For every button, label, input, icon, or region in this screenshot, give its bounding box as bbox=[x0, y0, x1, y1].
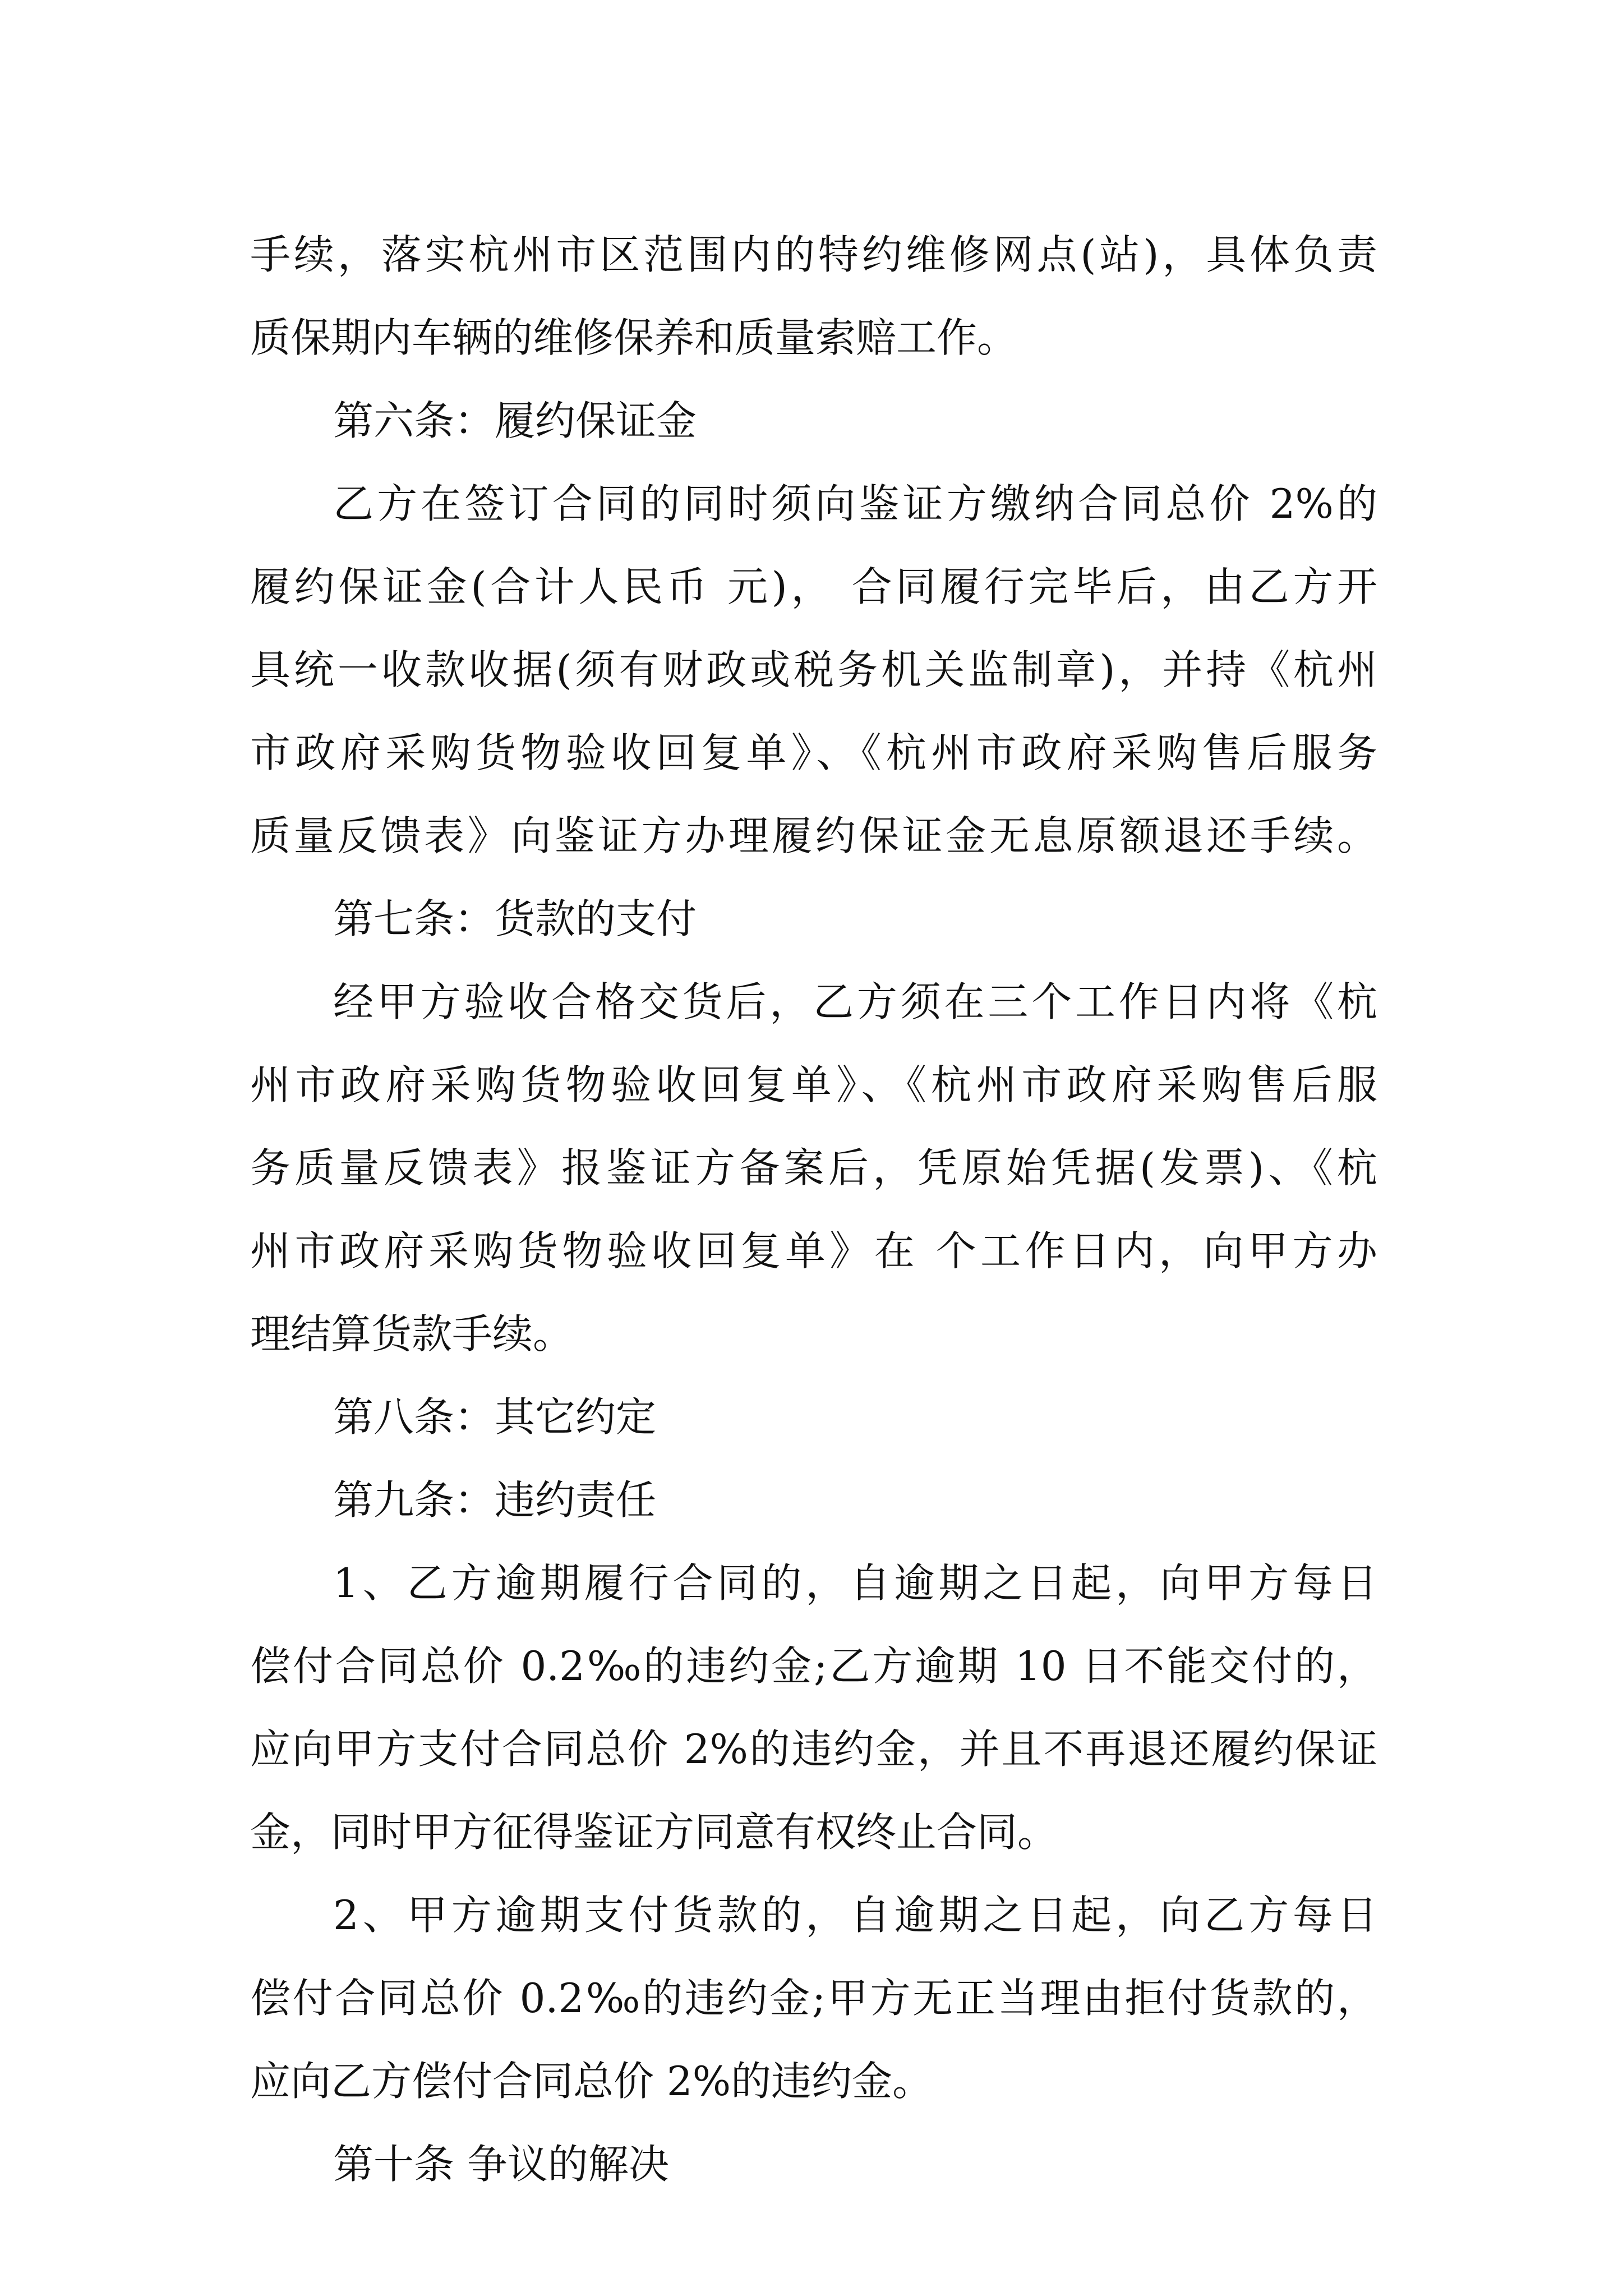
text-line: 州市政府采购货物验收回复单》在 个工作日内，向甲方办 bbox=[250, 1227, 1377, 1274]
text-line: 务质量反馈表》报鉴证方备案后，凭原始凭据(发票)、《杭 bbox=[250, 1144, 1377, 1191]
section-heading: 第九条：违约责任 bbox=[333, 1476, 657, 1524]
text-line: 具统一收款收据(须有财政或税务机关监制章)，并持《杭州 bbox=[250, 646, 1377, 693]
section-heading: 第十条 争议的解决 bbox=[333, 2141, 669, 2188]
section-heading: 第七条：货款的支付 bbox=[333, 895, 697, 942]
text-line: 偿付合同总价 0.2‰的违约金;乙方逾期 10 日不能交付的， bbox=[250, 1642, 1377, 1690]
text-line: 质保期内车辆的维修保养和质量索赔工作。 bbox=[250, 314, 1018, 361]
text-line: 应向甲方支付合同总价 2%的违约金，并且不再退还履约保证 bbox=[250, 1726, 1377, 1773]
text-line: 乙方在签订合同的同时须向鉴证方缴纳合同总价 2%的 bbox=[333, 480, 1377, 527]
text-line: 理结算货款手续。 bbox=[250, 1310, 574, 1358]
text-line: 1、乙方逾期履行合同的，自逾期之日起，向甲方每日 bbox=[333, 1559, 1377, 1607]
section-heading: 第八条：其它约定 bbox=[333, 1393, 657, 1441]
text-line: 州市政府采购货物验收回复单》、《杭州市政府采购售后服 bbox=[250, 1061, 1377, 1108]
text-line: 履约保证金(合计人民币 元)， 合同履行完毕后，由乙方开 bbox=[250, 563, 1377, 610]
text-line: 偿付合同总价 0.2‰的违约金;甲方无正当理由拒付货款的， bbox=[250, 1975, 1377, 2022]
text-line: 金，同时甲方征得鉴证方同意有权终止合同。 bbox=[250, 1809, 1058, 1856]
section-heading: 第六条：履约保证金 bbox=[333, 397, 697, 444]
text-line: 经甲方验收合格交货后，乙方须在三个工作日内将《杭 bbox=[333, 978, 1377, 1025]
text-line: 应向乙方偿付合同总价 2%的违约金。 bbox=[250, 2058, 933, 2105]
document-body bbox=[250, 213, 1377, 2206]
text-line: 市政府采购货物验收回复单》、《杭州市政府采购售后服务 bbox=[250, 729, 1377, 776]
text-line: 2、甲方逾期支付货款的，自逾期之日起，向乙方每日 bbox=[333, 1892, 1377, 1939]
text-line: 质量反馈表》向鉴证方办理履约保证金无息原额退还手续。 bbox=[250, 812, 1377, 859]
text-line: 手续，落实杭州市区范围内的特约维修网点(站)，具体负责 bbox=[250, 231, 1377, 278]
